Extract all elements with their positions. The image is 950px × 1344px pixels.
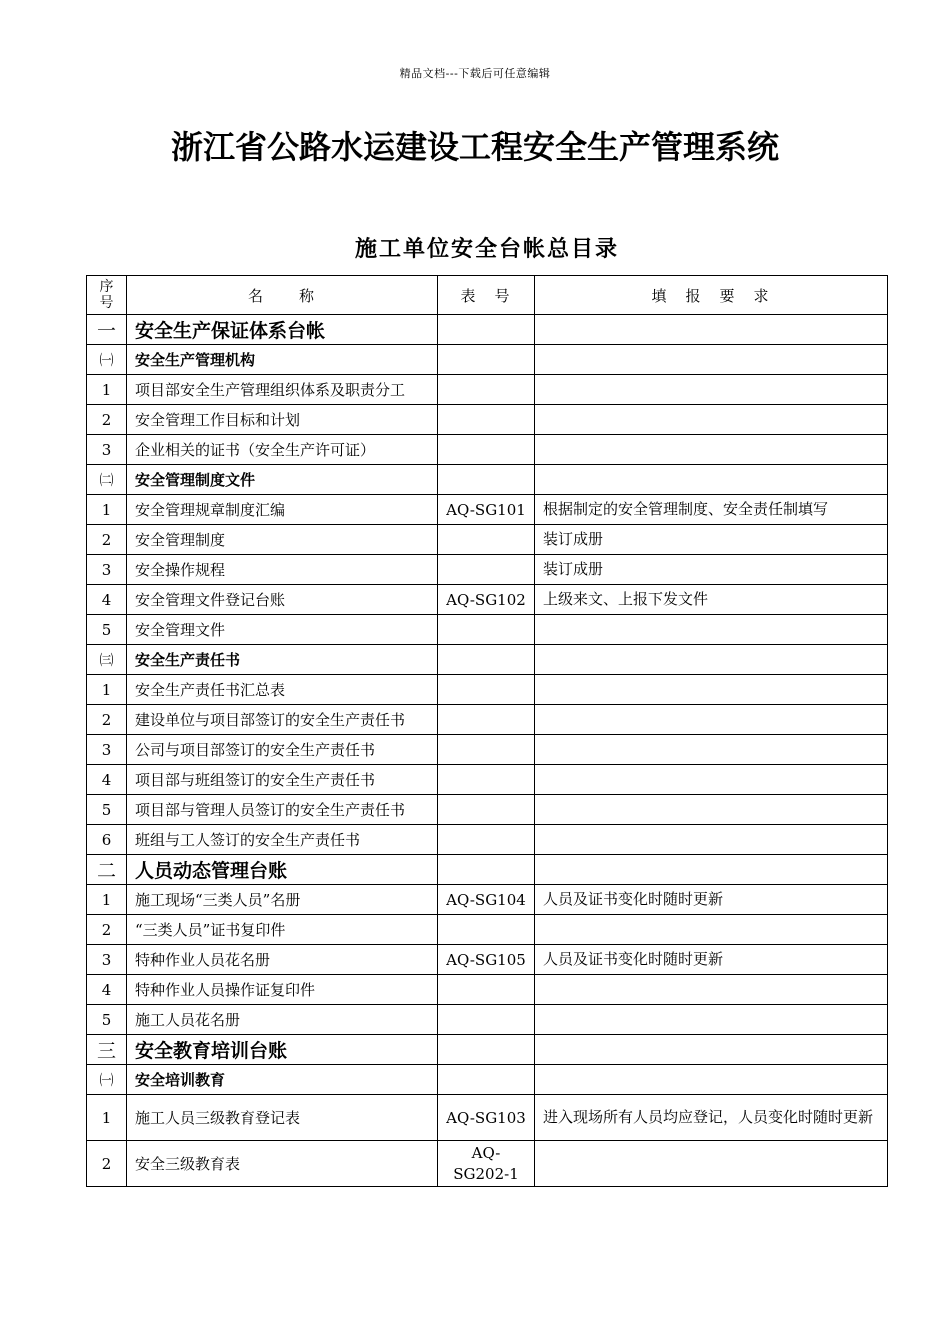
row-name: 施工现场“三类人员”名册 — [127, 885, 438, 915]
row-requirement — [535, 375, 888, 405]
row-index: 4 — [87, 585, 127, 615]
row-name: 人员动态管理台账 — [127, 855, 438, 885]
row-name: 安全三级教育表 — [127, 1141, 438, 1187]
header-code: 表 号 — [438, 276, 535, 315]
row-requirement — [535, 765, 888, 795]
document-subtitle: 施工单位安全台帐总目录 — [354, 236, 619, 262]
table-row — [87, 705, 888, 735]
row-form-code — [438, 615, 535, 645]
row-requirement — [535, 405, 888, 435]
row-form-code — [438, 765, 535, 795]
row-index: 2 — [87, 915, 127, 945]
row-index: 2 — [87, 705, 127, 735]
row-form-code — [438, 525, 535, 555]
row-requirement — [535, 825, 888, 855]
row-form-code — [438, 1005, 535, 1035]
row-requirement — [535, 1005, 888, 1035]
row-name: 班组与工人签订的安全生产责任书 — [127, 825, 438, 855]
row-name: 项目部与管理人员签订的安全生产责任书 — [127, 795, 438, 825]
row-requirement — [535, 855, 888, 885]
row-name: 安全管理制度文件 — [127, 465, 438, 495]
row-index: 2 — [87, 405, 127, 435]
row-form-code: AQ- SG202-1 — [438, 1141, 535, 1187]
row-form-code — [438, 795, 535, 825]
table-row — [87, 675, 888, 705]
table-row — [87, 495, 888, 525]
row-form-code — [438, 315, 535, 345]
row-name: “三类人员”证书复印件 — [127, 915, 438, 945]
row-index: 1 — [87, 1095, 127, 1141]
row-name: 施工人员花名册 — [127, 1005, 438, 1035]
row-name: 安全生产责任书 — [127, 645, 438, 675]
row-requirement — [535, 1035, 888, 1065]
header-index: 序号 — [87, 276, 127, 315]
table-row — [87, 615, 888, 645]
row-requirement: 根据制定的安全管理制度、安全责任制填写 — [535, 495, 888, 525]
row-requirement — [535, 1141, 888, 1187]
row-index: 3 — [87, 435, 127, 465]
row-index: 5 — [87, 615, 127, 645]
table-row — [87, 1141, 888, 1187]
row-form-code — [438, 675, 535, 705]
row-index: 1 — [87, 675, 127, 705]
row-index: 6 — [87, 825, 127, 855]
row-form-code: AQ-SG102 — [438, 585, 535, 615]
row-form-code — [438, 405, 535, 435]
row-index: 三 — [87, 1035, 127, 1065]
row-name: 安全管理制度 — [127, 525, 438, 555]
row-index: 2 — [87, 525, 127, 555]
row-index: 1 — [87, 375, 127, 405]
table-row — [87, 765, 888, 795]
row-name: 施工人员三级教育登记表 — [127, 1095, 438, 1141]
row-name: 安全生产保证体系台帐 — [127, 315, 438, 345]
table-row — [87, 555, 888, 585]
row-requirement — [535, 675, 888, 705]
row-index: 3 — [87, 945, 127, 975]
row-form-code: AQ-SG104 — [438, 885, 535, 915]
row-name: 安全管理规章制度汇编 — [127, 495, 438, 525]
table-row — [87, 975, 888, 1005]
row-form-code — [438, 975, 535, 1005]
row-name: 项目部安全生产管理组织体系及职责分工 — [127, 375, 438, 405]
row-name: 安全培训教育 — [127, 1065, 438, 1095]
row-requirement — [535, 795, 888, 825]
table-row — [87, 1005, 888, 1035]
row-name: 安全管理文件登记台账 — [127, 585, 438, 615]
ledger-table — [86, 275, 888, 1187]
table-row — [87, 585, 888, 615]
table-row — [87, 855, 888, 885]
row-requirement: 装订成册 — [535, 555, 888, 585]
row-form-code: AQ-SG103 — [438, 1095, 535, 1141]
table-row — [87, 345, 888, 375]
table-row — [87, 885, 888, 915]
table-body — [87, 315, 888, 1187]
table-row — [87, 435, 888, 465]
row-form-code — [438, 735, 535, 765]
row-index: 5 — [87, 1005, 127, 1035]
header-name: 名 称 — [127, 276, 438, 315]
row-form-code — [438, 345, 535, 375]
table-row — [87, 795, 888, 825]
row-requirement: 人员及证书变化时随时更新 — [535, 885, 888, 915]
row-form-code — [438, 645, 535, 675]
row-form-code: AQ-SG101 — [438, 495, 535, 525]
row-index: ㈠ — [87, 1065, 127, 1095]
table-row — [87, 915, 888, 945]
row-form-code — [438, 375, 535, 405]
row-requirement — [535, 645, 888, 675]
row-index: 3 — [87, 735, 127, 765]
table-row — [87, 825, 888, 855]
row-index: 4 — [87, 765, 127, 795]
row-requirement: 装订成册 — [535, 525, 888, 555]
row-index: 3 — [87, 555, 127, 585]
row-index: ㈠ — [87, 345, 127, 375]
row-form-code — [438, 915, 535, 945]
row-form-code: AQ-SG105 — [438, 945, 535, 975]
table-header-row — [87, 276, 888, 315]
row-index: ㈡ — [87, 465, 127, 495]
row-name: 建设单位与项目部签订的安全生产责任书 — [127, 705, 438, 735]
table-row — [87, 1035, 888, 1065]
row-index: 二 — [87, 855, 127, 885]
row-requirement — [535, 735, 888, 765]
row-form-code — [438, 705, 535, 735]
row-requirement: 人员及证书变化时随时更新 — [535, 945, 888, 975]
row-index: 1 — [87, 495, 127, 525]
row-name: 特种作业人员操作证复印件 — [127, 975, 438, 1005]
table-row — [87, 525, 888, 555]
row-requirement — [535, 975, 888, 1005]
row-form-code — [438, 465, 535, 495]
row-name: 项目部与班组签订的安全生产责任书 — [127, 765, 438, 795]
row-requirement: 进入现场所有人员均应登记，人员变化时随时更新 — [535, 1095, 888, 1141]
row-form-code — [438, 555, 535, 585]
row-name: 安全教育培训台账 — [127, 1035, 438, 1065]
row-index: 1 — [87, 885, 127, 915]
table-row — [87, 405, 888, 435]
row-name: 安全操作规程 — [127, 555, 438, 585]
table-row — [87, 1095, 888, 1141]
table-row — [87, 945, 888, 975]
row-index: 4 — [87, 975, 127, 1005]
row-requirement — [535, 615, 888, 645]
row-form-code — [438, 825, 535, 855]
table-row — [87, 315, 888, 345]
row-requirement — [535, 435, 888, 465]
row-requirement — [535, 315, 888, 345]
document-title: 浙江省公路水运建设工程安全生产管理系统 — [170, 128, 779, 166]
row-form-code — [438, 1035, 535, 1065]
row-requirement — [535, 915, 888, 945]
row-name: 安全管理文件 — [127, 615, 438, 645]
row-index: 2 — [87, 1141, 127, 1187]
table-row — [87, 735, 888, 765]
header-note: 精品文档---下载后可任意编辑 — [399, 67, 551, 80]
row-form-code — [438, 435, 535, 465]
row-form-code — [438, 855, 535, 885]
row-name: 安全生产管理机构 — [127, 345, 438, 375]
row-requirement: 上级来文、上报下发文件 — [535, 585, 888, 615]
row-name: 特种作业人员花名册 — [127, 945, 438, 975]
row-name: 安全生产责任书汇总表 — [127, 675, 438, 705]
row-requirement — [535, 1065, 888, 1095]
row-index: 5 — [87, 795, 127, 825]
row-requirement — [535, 705, 888, 735]
table-row — [87, 465, 888, 495]
row-name: 安全管理工作目标和计划 — [127, 405, 438, 435]
row-requirement — [535, 465, 888, 495]
row-name: 公司与项目部签订的安全生产责任书 — [127, 735, 438, 765]
table-row — [87, 645, 888, 675]
header-requirement: 填 报 要 求 — [535, 276, 888, 315]
row-form-code — [438, 1065, 535, 1095]
row-index: 一 — [87, 315, 127, 345]
row-name: 企业相关的证书（安全生产许可证） — [127, 435, 438, 465]
table-row — [87, 1065, 888, 1095]
row-index: ㈢ — [87, 645, 127, 675]
table-row — [87, 375, 888, 405]
row-requirement — [535, 345, 888, 375]
